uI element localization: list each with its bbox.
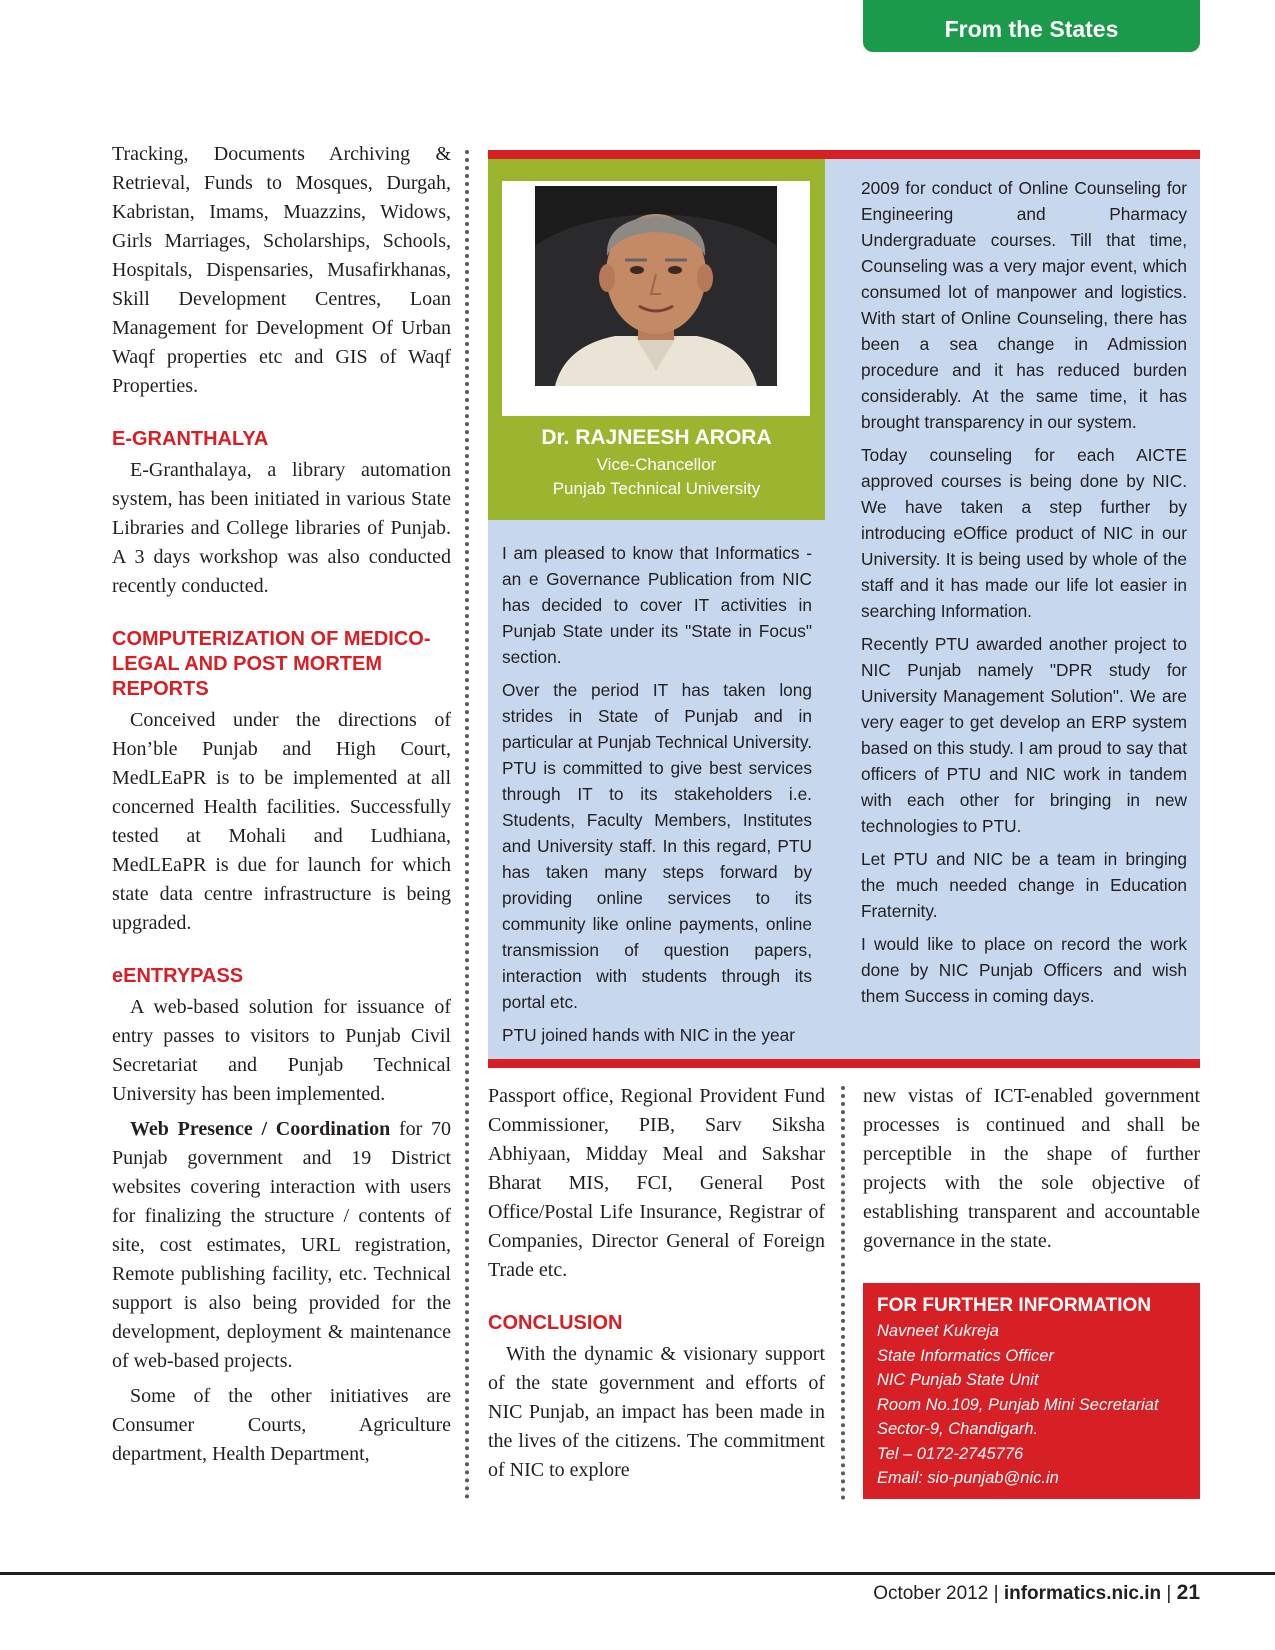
portrait-photo	[535, 186, 777, 386]
section-tab: From the States	[863, 0, 1200, 52]
feature-paragraph: 2009 for conduct of Online Counseling for Engineering and Pharmacy Undergraduate courses. Till that time, Counseling was a very major event, which consumed lot of manpower and logistics. With start of Online Counseling, there has been a sea change in Admission procedure and it has reduced burden considerably. At the same time, it has brought transparency in our system.	[861, 178, 1187, 432]
heading-conclusion: CONCLUSION	[488, 1312, 623, 1334]
info-designation: State Informatics Officer	[877, 1346, 1054, 1365]
left-column	[112, 140, 451, 1475]
profile-name: Dr. RAJNEESH ARORA	[541, 426, 772, 449]
profile-title: Vice-Chancellor	[596, 455, 717, 474]
footer-rule	[0, 1572, 1275, 1575]
feature-paragraph: I am pleased to know that Informatics - an e Governance Publication from NIC has decided to cover IT activities in Punjab State under its "State in Focus" section.	[502, 543, 812, 667]
footer-separator: |	[988, 1583, 1004, 1604]
middle-continued-paragraph: Passport office, Regional Provident Fund Commissioner, PIB, Sarv Siksha Abhiyaan, Midday Meal and Sakshar Bharat MIS, FCI, General Post Office/Postal Life Insurance, Registrar of Companies, Director General of Foreign Trade etc.	[488, 1085, 825, 1281]
left-intro-paragraph: Tracking, Documents Archiving & Retrieval, Funds to Mosques, Durgah, Kabristan, Imams, Muazzins, Widows, Girls Marriages, Scholarships, Schools, Hospitals, Dispensaries, Musafirkhanas, Skill Development Centres, Loan Management for Development Of Urban Waqf properties etc and GIS of Waqf Properties.	[112, 143, 451, 397]
feature-paragraph: Today counseling for each AICTE approved courses is being done by NIC. We have taken a step further by introducing eOffice product of NIC in our University. It is being used by whole of the staff and it has made our life lot easier in searching Information.	[861, 445, 1187, 621]
info-city: Sector-9, Chandigarh.	[877, 1420, 1039, 1438]
info-phone: Tel – 0172-2745776	[877, 1444, 1024, 1463]
web-presence-paragraph	[112, 1115, 451, 1376]
profile-panel	[488, 159, 825, 520]
eentrypass-paragraph: A web-based solution for issuance of entry passes to visitors to Punjab Civil Secretariat and Punjab Technical University has been implemented.	[112, 996, 451, 1105]
other-initiatives-paragraph: Some of the other initiatives are Consumer Courts, Agriculture department, Health Department,	[112, 1385, 451, 1465]
info-title: FOR FURTHER INFORMATION	[877, 1295, 1152, 1316]
info-address: Room No.109, Punjab Mini Secretariat	[877, 1395, 1159, 1414]
feature-paragraph: Recently PTU awarded another project to NIC Punjab namely "DPR study for University Management Solution". We are very eager to get develop an ERP system based on this study. I am proud to say that officers of PTU and NIC work in tandem with each other for bringing in new technologies to PTU.	[861, 634, 1187, 836]
photo-frame	[502, 181, 810, 416]
footer	[873, 1580, 1200, 1607]
column-divider-left	[465, 150, 469, 1500]
profile-org: Punjab Technical University	[552, 479, 761, 498]
info-contact-name: Navneet Kukreja	[877, 1322, 999, 1340]
medleapr-paragraph: Conceived under the directions of Hon’ble Punjab and High Court, MedLEaPR is to be implemented at all concerned Health facilities. Successfully tested at Mohali and Ludhiana, MedLEaPR is due for launch for which state data centre infrastructure is being upgraded.	[112, 709, 451, 934]
footer-site: informatics.nic.in	[1003, 1583, 1162, 1604]
egranthalya-paragraph: E-Granthalaya, a library automation system, has been initiated in various State Libraries and College libraries of Punjab. A 3 days workshop was also conducted recently conducted.	[112, 459, 451, 597]
middle-column	[488, 1082, 825, 1491]
feature-paragraph: Let PTU and NIC be a team in bringing the much needed change in Education Fraternity.	[861, 849, 1187, 921]
feature-left-text	[502, 540, 812, 1055]
further-information-box	[863, 1283, 1200, 1499]
info-email: Email: sio-punjab@nic.in	[877, 1469, 1059, 1487]
right-column	[863, 1082, 1200, 1262]
heading-egranthalya: E-GRANTHALYA	[112, 428, 269, 450]
web-presence-label: Web Presence / Coordination	[130, 1118, 391, 1140]
column-divider-right	[841, 1086, 845, 1500]
feature-box	[488, 150, 1200, 1068]
footer-separator: |	[1161, 1583, 1177, 1604]
profile-role	[488, 453, 825, 501]
feature-paragraph: PTU joined hands with NIC in the year	[502, 1025, 795, 1045]
right-continued-paragraph: new vistas of ICT-enabled government processes is continued and shall be perceptible in the shape of further projects with the sole objective of establishing transparent and accountable governance in the state.	[863, 1085, 1200, 1252]
page-number: 21	[1176, 1581, 1200, 1604]
feature-paragraph: I would like to place on record the work done by NIC Punjab Officers and wish them Success in coming days.	[861, 934, 1187, 1006]
heading-eentrypass: eENTRYPASS	[112, 965, 244, 987]
info-unit: NIC Punjab State Unit	[877, 1371, 1039, 1389]
footer-date: October 2012	[873, 1583, 989, 1604]
feature-right-text	[861, 175, 1187, 1016]
web-presence-text: for 70 Punjab government and 19 District websites covering interaction with users for finalizing the structure / contents of site, cost estimates, URL registration, Remote publishing facility, etc. Technical support is also being provided for the development, deployment & maintenance of web-based projects.	[112, 1118, 451, 1372]
feature-paragraph: Over the period IT has taken long strides in State of Punjab and in particular at Punjab Technical University. PTU is committed to give best services through IT to its stakeholders i.e. Students, Faculty Members, Institutes and University staff. In this regard, PTU has taken many steps forward by providing online services to its community like online payments, online transmission of question papers, interaction with students through its portal etc.	[502, 680, 812, 1012]
conclusion-paragraph: With the dynamic & visionary support of the state government and efforts of NIC Punjab, an impact has been made in the lives of the citizens. The commitment of NIC to explore	[488, 1343, 825, 1481]
heading-medleapr: COMPUTERIZATION OF MEDICO-LEGAL AND POST MORTEM REPORTS	[112, 628, 431, 700]
